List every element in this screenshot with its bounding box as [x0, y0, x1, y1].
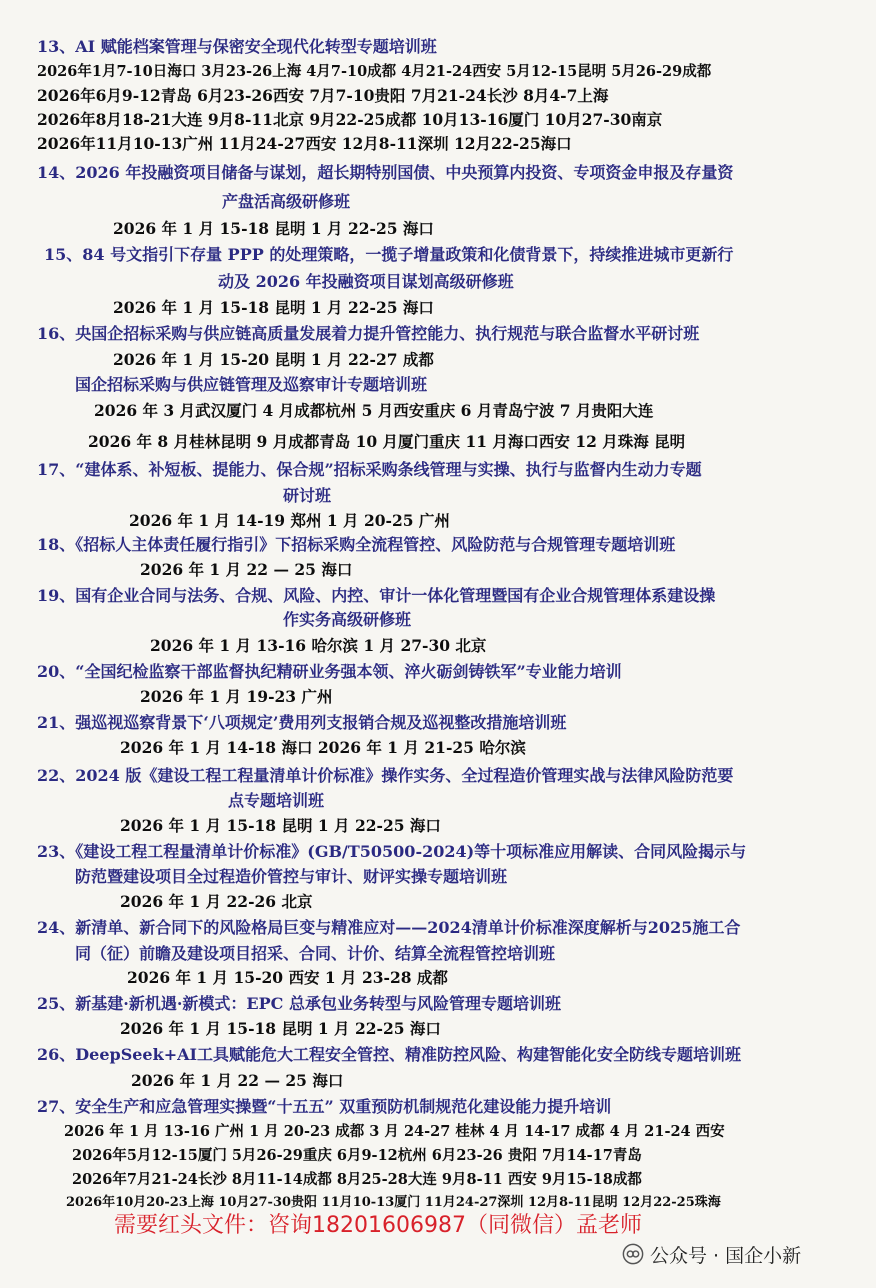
course-22-dates-line-1: 2026 年 1 月 15-18 昆明 1 月 22-25 海口 — [120, 816, 441, 835]
course-16b-title-line-1: 国企招标采购与供应链管理及巡察审计专题培训班 — [75, 375, 428, 394]
course-24-title-line-2: 同（征）前瞻及建设项目招采、合同、计价、结算全流程管控培训班 — [75, 944, 556, 963]
course-17-dates-line-1: 2026 年 1 月 14-19 郑州 1 月 20-25 广州 — [129, 511, 450, 530]
course-13-dates-line-2: 2026年6月9-12青岛 6月23-26西安 7月7-10贵阳 7月21-24长沙 8月4-7上海 — [37, 86, 609, 105]
course-18-dates-line-1: 2026 年 1 月 22 — 25 海口 — [140, 560, 353, 579]
course-27-dates-line-4: 2026年10月20-23上海 10月27-30贵阳 11月10-13厦门 11月24-27深圳 12月8-11昆明 12月22-25珠海 — [66, 1195, 721, 1210]
course-26-dates-line-1: 2026 年 1 月 22 — 25 海口 — [131, 1071, 344, 1090]
course-13-title-line-1: 13、AI 赋能档案管理与保密安全现代化转型专题培训班 — [37, 37, 437, 56]
course-13-dates-line-3: 2026年8月18-21大连 9月8-11北京 9月22-25成都 10月13-16厦门 10月27-30南京 — [37, 110, 663, 129]
course-22-title-line-2: 点专题培训班 — [228, 791, 325, 810]
course-21-title-line-1: 21、强巡视巡察背景下‘八项规定’费用列支报销合规及巡视整改措施培训班 — [37, 713, 567, 732]
course-23-title-line-2: 防范暨建设项目全过程造价管控与审计、财评实操专题培训班 — [75, 867, 508, 886]
course-17-title-line-2: 研讨班 — [283, 486, 332, 505]
course-19-title-line-1: 19、国有企业合同与法务、合规、风险、内控、审计一体化管理暨国有企业合规管理体系建设操 — [37, 586, 716, 605]
course-16-dates-line-1: 2026 年 1 月 15-20 昆明 1 月 22-27 成都 — [113, 350, 434, 369]
course-16b-dates-line-2: 2026 年 8 月桂林昆明 9 月成都青岛 10 月厦门重庆 11 月海口西安 12 月珠海 昆明 — [88, 432, 686, 451]
contact-line: 需要红头文件：咨询18201606987（同微信）孟老师 — [114, 1213, 642, 1238]
course-23-title-line-1: 23、《建设工程工程量清单计价标准》(GB/T50500-2024)等十项标准应用解读、合同风险揭示与 — [37, 842, 747, 861]
course-23-dates-line-1: 2026 年 1 月 22-26 北京 — [120, 892, 313, 911]
course-13-dates-line-4: 2026年11月10-13广州 11月24-27西安 12月8-11深圳 12月22-25海口 — [37, 134, 572, 153]
course-27-title-line-1: 27、安全生产和应急管理实操暨“十五五” 双重预防机制规范化建设能力提升培训 — [37, 1097, 612, 1116]
course-14-title-line-2: 产盘活高级研修班 — [222, 192, 351, 211]
course-16b-dates-line-1: 2026 年 3 月武汉厦门 4 月成都杭州 5 月西安重庆 6 月青岛宁波 7 月贵阳大连 — [94, 401, 654, 420]
course-15-title-line-1: 15、84 号文指引下存量 PPP 的处理策略，一揽子增量政策和化债背景下，持续推进城市更新行 — [44, 245, 734, 264]
course-16-title-line-1: 16、央国企招标采购与供应链高质量发展着力提升管控能力、执行规范与联合监督水平研讨班 — [37, 324, 700, 343]
course-20-title-line-1: 20、“全国纪检监察干部监督执纪精研业务强本领、淬火砺剑铸铁军”专业能力培训 — [37, 662, 622, 681]
course-27-dates-line-2: 2026年5月12-15厦门 5月26-29重庆 6月9-12杭州 6月23-26 贵阳 7月14-17青岛 — [72, 1147, 642, 1164]
course-20-dates-line-1: 2026 年 1 月 19-23 广州 — [140, 687, 333, 706]
course-17-title-line-1: 17、“建体系、补短板、提能力、保合规”招标采购条线管理与实操、执行与监督内生动力专题 — [37, 460, 702, 479]
course-22-title-line-1: 22、2024 版《建设工程工程量清单计价标准》操作实务、全过程造价管理实战与法律风险防范要 — [37, 766, 734, 785]
course-19-dates-line-1: 2026 年 1 月 13-16 哈尔滨 1 月 27-30 北京 — [150, 636, 487, 655]
course-24-dates-line-1: 2026 年 1 月 15-20 西安 1 月 23-28 成都 — [127, 968, 448, 987]
watermark-text: 公众号 · 国企小新 — [650, 1244, 802, 1267]
course-25-title-line-1: 25、新基建·新机遇·新模式：EPC 总承包业务转型与风险管理专题培训班 — [37, 994, 561, 1013]
course-25-dates-line-1: 2026 年 1 月 15-18 昆明 1 月 22-25 海口 — [120, 1019, 441, 1038]
course-14-dates-line-1: 2026 年 1 月 15-18 昆明 1 月 22-25 海口 — [113, 219, 434, 238]
watermark — [622, 1240, 801, 1268]
course-19-title-line-2: 作实务高级研修班 — [283, 610, 412, 629]
course-24-title-line-1: 24、新清单、新合同下的风险格局巨变与精准应对——2024清单计价标准深度解析与2025施工合 — [37, 918, 741, 937]
course-15-title-line-2: 动及 2026 年投融资项目谋划高级研修班 — [218, 272, 514, 291]
course-18-title-line-1: 18、《招标人主体责任履行指引》下招标采购全流程管控、风险防范与合规管理专题培训班 — [37, 535, 676, 554]
course-14-title-line-1: 14、2026 年投融资项目储备与谋划，超长期特别国债、中央预算内投资、专项资金申报及存量资 — [37, 163, 734, 182]
course-13-dates-line-1: 2026年1月7-10日海口 3月23-26上海 4月7-10成都 4月21-24西安 5月12-15昆明 5月26-29成都 — [37, 63, 712, 80]
course-27-dates-line-1: 2026 年 1 月 13-16 广州 1 月 20-23 成都 3 月 24-27 桂林 4 月 14-17 成都 4 月 21-24 西安 — [64, 1123, 725, 1140]
course-27-dates-line-3: 2026年7月21-24长沙 8月11-14成都 8月25-28大连 9月8-11 西安 9月15-18成都 — [72, 1171, 642, 1188]
course-15-dates-line-1: 2026 年 1 月 15-18 昆明 1 月 22-25 海口 — [113, 298, 434, 317]
course-21-dates-line-1: 2026 年 1 月 14-18 海口 2026 年 1 月 21-25 哈尔滨 — [120, 738, 526, 757]
wechat-official-account-icon — [622, 1243, 644, 1265]
course-26-title-line-1: 26、DeepSeek+AI工具赋能危大工程安全管控、精准防控风险、构建智能化安全防线专题培训班 — [37, 1045, 741, 1064]
